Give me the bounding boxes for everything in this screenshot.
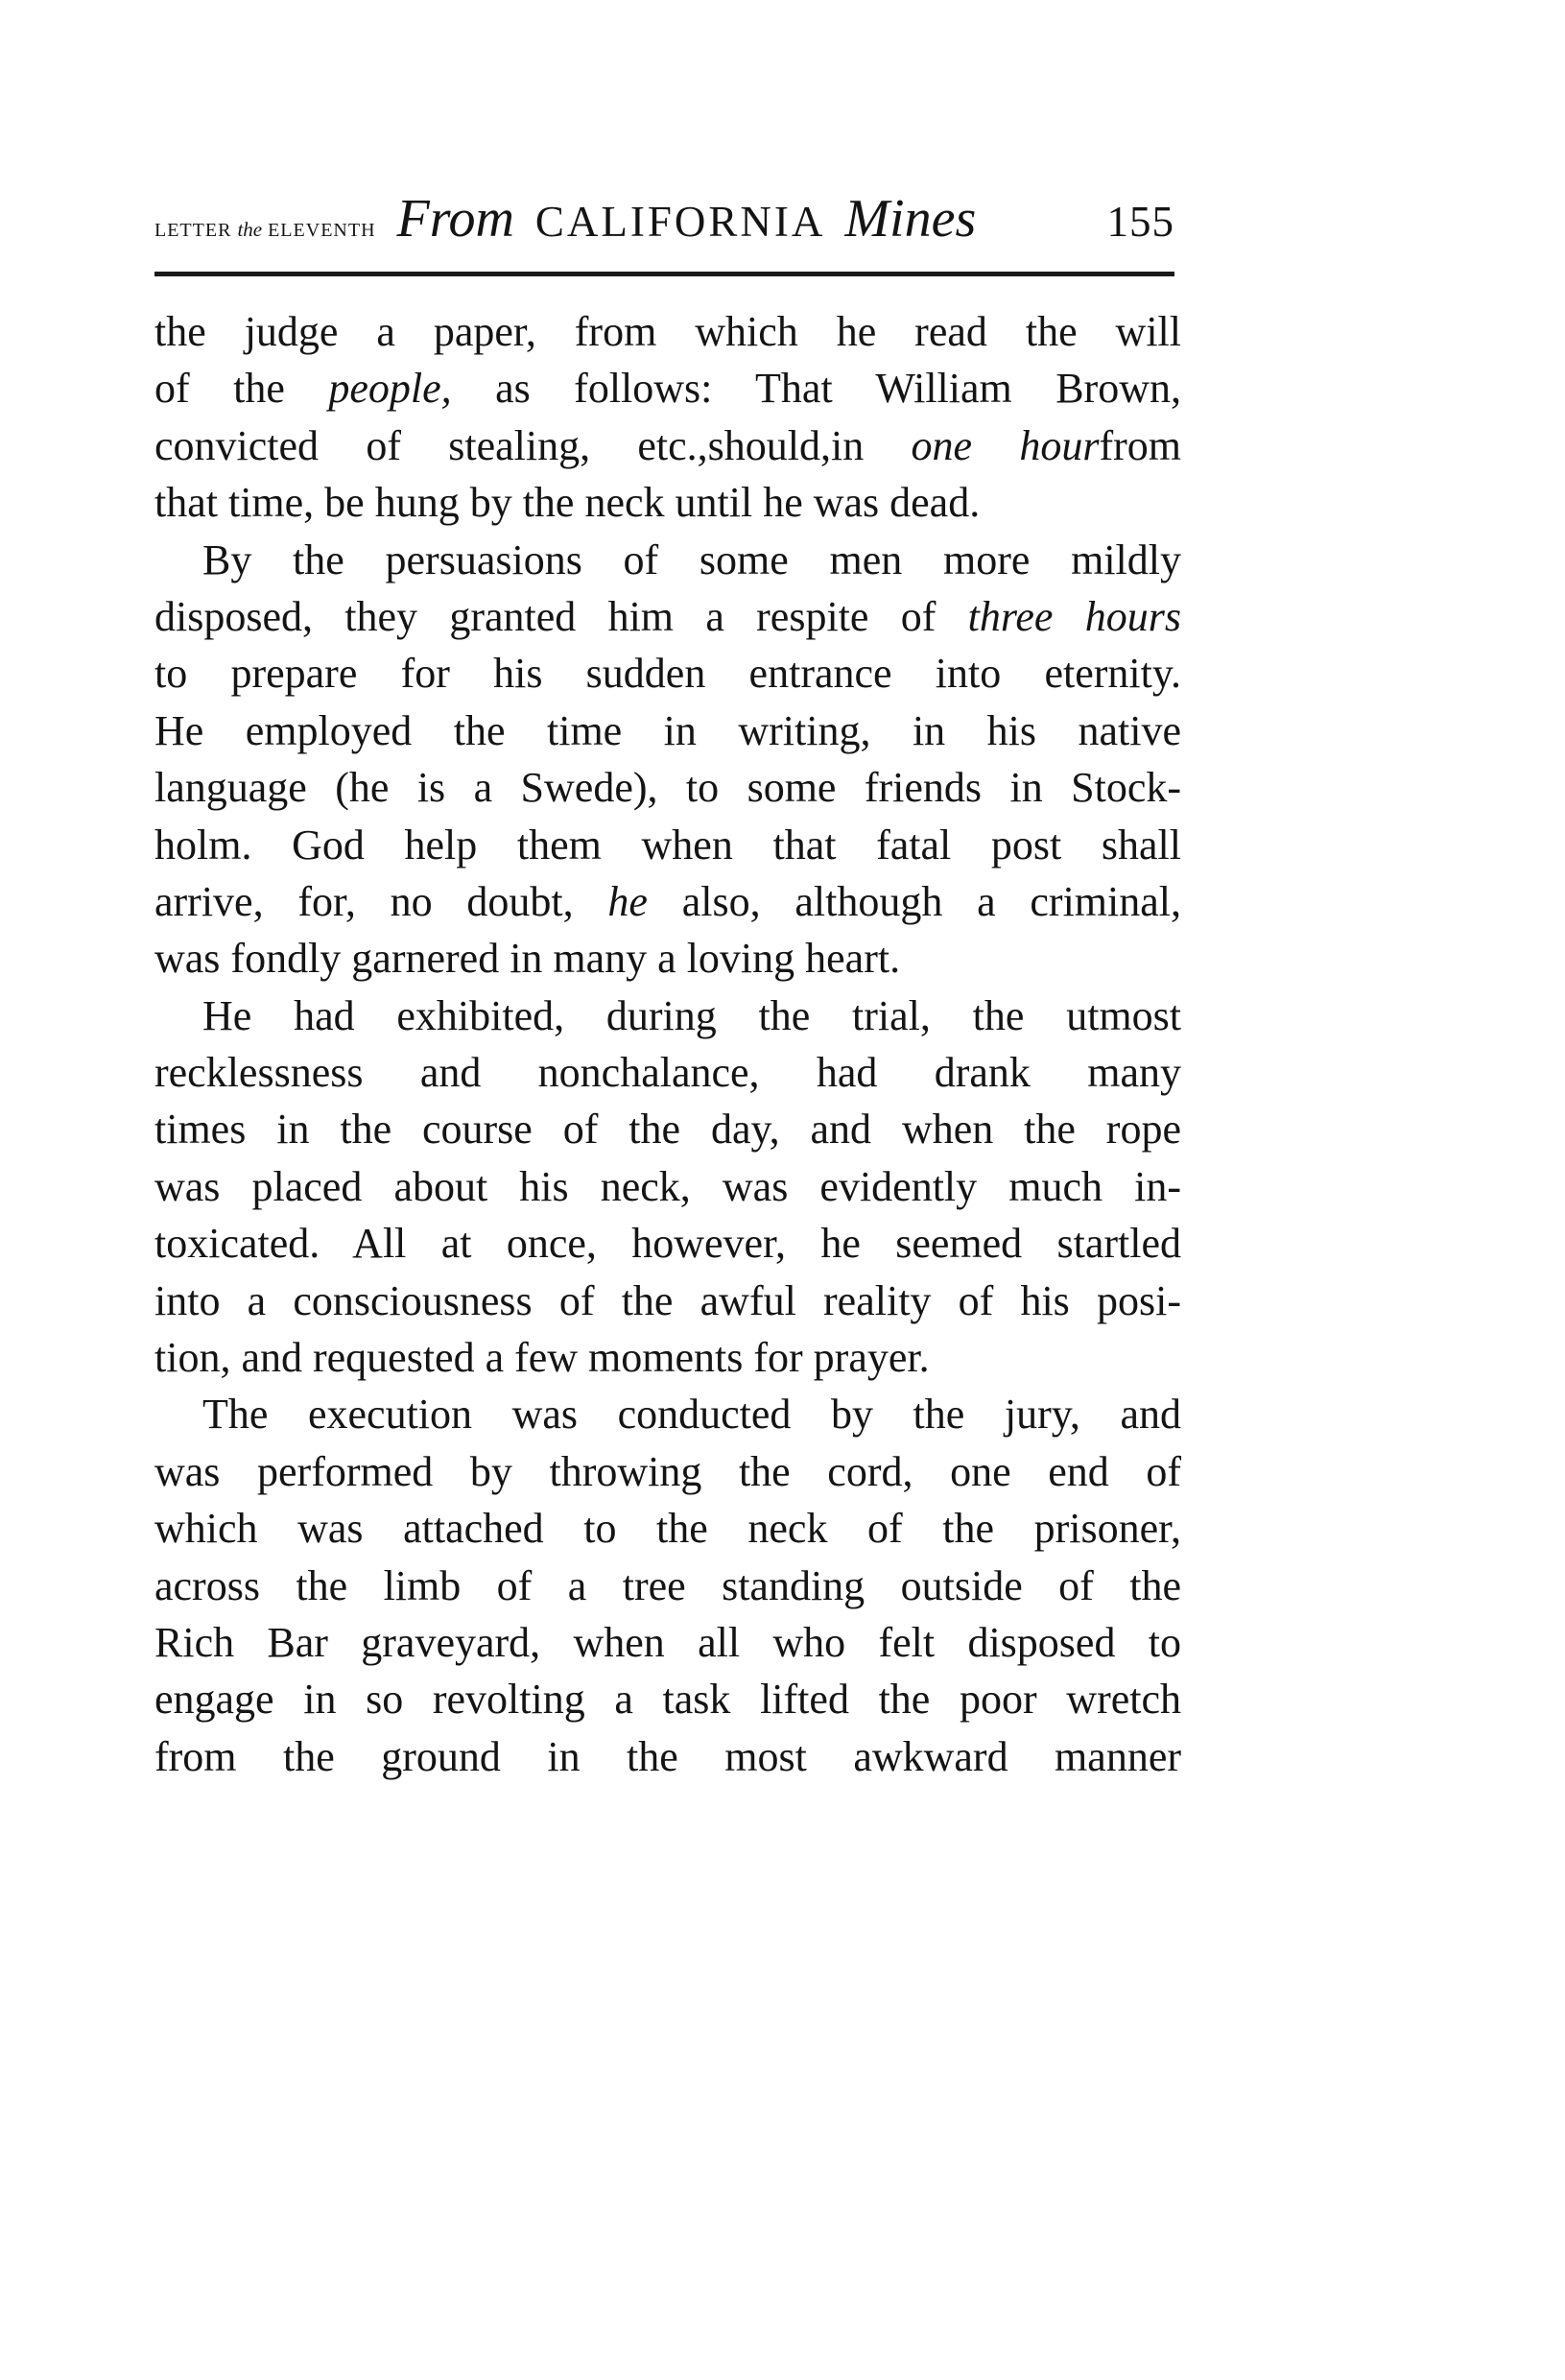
header-eleventh: ELEVENTH: [268, 220, 376, 241]
text-line: was performed by throwing the cord, one end of: [154, 1447, 1181, 1495]
header-letter: LETTER: [154, 220, 232, 241]
header-california: CALIFORNIA: [534, 198, 826, 246]
text-line: was placed about his neck, was evidently much in-: [154, 1162, 1181, 1210]
text-line: [154, 873, 1181, 930]
text-line: into a consciousness of the awful reality of his posi-: [154, 1276, 1181, 1324]
paragraph-end-line: that time, be hung by the neck until he was dead.: [154, 479, 981, 527]
text-line: engage in so revolting a task lifted the poor wretch: [154, 1676, 1181, 1724]
text-span: disposed, they granted him a respite of: [154, 592, 968, 640]
text-line: He employed the time in writing, in his native: [154, 706, 1181, 754]
header-the: the: [237, 218, 263, 241]
text-line: [154, 588, 1181, 645]
text-line: which was attached to the neck of the prisoner,: [154, 1505, 1181, 1553]
italic-word: three hours: [967, 592, 1181, 640]
text-line: times in the course of the day, and when the rope: [154, 1106, 1181, 1154]
text-span: from: [1099, 421, 1181, 469]
paragraph-start-line: He had exhibited, during the trial, the utmost: [202, 991, 1181, 1039]
text-line: [154, 417, 1181, 474]
running-header: [154, 188, 1174, 255]
text-line: the judge a paper, from which he read the will: [154, 308, 1181, 355]
text-span: convicted of stealing, etc.,should,in: [154, 421, 912, 469]
text-line: recklessness and nonchalance, had drank many: [154, 1049, 1181, 1097]
paragraph-end-line: was fondly garnered in many a loving heart.: [154, 935, 901, 983]
text-span: of the: [154, 365, 329, 413]
text-line: holm. God help them when that fatal post shall: [154, 821, 1181, 869]
text-line: across the limb of a tree standing outside of the: [154, 1561, 1181, 1609]
text-span: also, although a criminal,: [647, 877, 1182, 925]
text-span: arrive, for, no doubt,: [154, 877, 608, 925]
text-line: toxicated. All at once, however, he seemed startled: [154, 1220, 1181, 1268]
italic-word: one hour: [911, 421, 1100, 469]
italic-word: he: [607, 877, 648, 925]
paragraph-start-line: The execution was conducted by the jury, and: [202, 1391, 1181, 1439]
header-from: From: [396, 189, 514, 249]
body-text: [154, 303, 1181, 1785]
text-line: [154, 360, 1181, 416]
header-rule: [154, 272, 1174, 276]
text-span: as follows: That William Brown,: [451, 365, 1181, 413]
page-number: 155: [1106, 198, 1174, 246]
text-line: language (he is a Swede), to some friends in Stock-: [154, 764, 1181, 812]
header-mines: Mines: [844, 189, 977, 249]
paragraph-end-line: tion, and requested a few moments for prayer.: [154, 1334, 930, 1382]
italic-word: people,: [328, 365, 452, 413]
text-line: from the ground in the most awkward manner: [154, 1732, 1181, 1780]
text-line: to prepare for his sudden entrance into eternity.: [154, 650, 1181, 698]
text-line: Rich Bar graveyard, when all who felt disposed to: [154, 1618, 1181, 1666]
paragraph-start-line: By the persuasions of some men more mildly: [202, 536, 1181, 583]
